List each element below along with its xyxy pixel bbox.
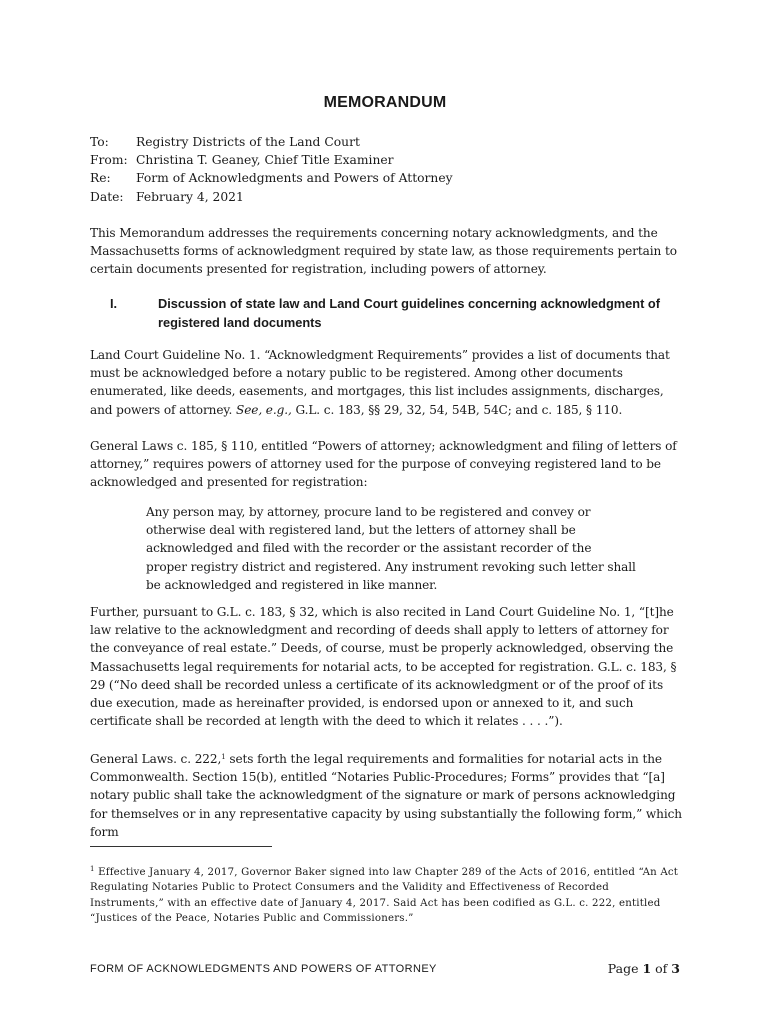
header-label: Date: [90,189,124,204]
footer-title: FORM OF ACKNOWLEDGMENTS AND POWERS OF ATTORNEY [90,963,437,975]
header-value: Registry Districts of the Land Court [136,135,360,149]
header-row-re [90,169,453,187]
total-pages: 3 [671,961,680,976]
memo-title: MEMORANDUM [323,94,447,111]
general-laws-paragraph: General Laws c. 185, § 110, entitled “Powers of attorney; acknowledgment and filing of letters of attorney,” requires powers of attorney used for the purpose of conveying registered land to be acknowledged and presented for registration: [90,439,677,490]
notarial-text-start: General Laws. c. 222, [90,752,222,766]
section-title: Discussion of state law and Land Court guidelines concerning acknowledgment of registered land documents [158,296,660,330]
header-label: From: [90,153,128,168]
further-paragraph: Further, pursuant to G.L. c. 183, § 32, which is also recited in Land Court Guideline No. 1, “[t]he law relative to the acknowledgment and recording of deeds shall apply to letters of attorney for the conveyance of real estate.” Deeds, of course, must be properly acknowledged, observing the Massachusetts legal requirements for notarial acts, to be accepted for registration. G.L. c. 183, § 29 (“No deed shall be recorded unless a certificate of its acknowledgment or of the proof of its due execution, made as hereinafter provided, is endorsed upon or annexed to it, and such certificate shall be recorded at length with the deed to which it relates . . . .”). [90,605,677,729]
header-row-from [90,151,453,169]
footnote-marker: 1 [90,865,95,873]
guideline-text: Land Court Guideline No. 1. “Acknowledgment Requirements” provides a list of documents that must be acknowledged before a notary public to be registered. Among other documents enumerated, like deeds, easements, and mortgages, this list includes assignments, discharges, and powers of attorney. [90,348,670,417]
current-page: 1 [642,961,652,976]
guideline-paragraph [90,346,685,419]
header-value: Form of Acknowledgments and Powers of Attorney [136,171,453,186]
notarial-paragraph [90,748,685,841]
header-row-date [90,188,453,206]
memo-header [90,133,453,206]
header-value: February 4, 2021 [136,189,244,204]
guideline-citation: G.L. c. 183, §§ 29, 32, 54, 54B, 54C; and c. 185, § 110. [291,402,623,417]
signal-italic: See, e.g., [236,402,292,417]
of-word: of [655,961,668,976]
block-quote: Any person may, by attorney, procure land to be registered and convey or otherwise deal with registered land, but the letters of attorney shall be acknowledged and filed with the recorder or the assistant recorder of the proper registry district and registered. Any instrument revoking such letter shall be acknowledged and registered in like manner. [146,505,636,592]
header-value: Christina T. Geaney, Chief Title Examiner [136,153,394,168]
page-word: Page [607,961,639,976]
header-row-to [90,133,453,151]
footnote [90,862,685,927]
header-label: Re: [90,171,111,186]
header-label: To: [90,135,109,149]
section-heading [110,295,690,332]
page-number [608,961,680,976]
footnote-reference[interactable]: 1 [221,753,226,761]
footnote-divider [90,846,272,847]
section-number: I. [110,296,118,311]
intro-paragraph: This Memorandum addresses the requirements concerning notary acknowledgments, and the Massachusetts forms of acknowledgment required by state law, as those requirements pertain to certain documents presented for registration, including powers of attorney. [90,226,677,277]
footnote-text: Effective January 4, 2017, Governor Baker signed into law Chapter 289 of the Acts of 2016, entitled “An Act Regulating Notaries Public to Protect Consumers and the Validity and Effectiveness of Recorded Instruments,” with an effective date of January 4, 2017. Said Act has been codified as G.L. c. 222, entitled “Justices of the Peace, Notaries Public and Commissioners.” [90,867,679,925]
notarial-text-rest: sets forth the legal requirements and formalities for notarial acts in the Commonwealth. Section 15(b), entitled “Notaries Public-Procedures; Forms” provides that “[a] notary public shall take the acknowledgment of the signature or mark of persons acknowledging for themselves or in any representative capacity by using substantially the following form,” which form [90,752,683,839]
